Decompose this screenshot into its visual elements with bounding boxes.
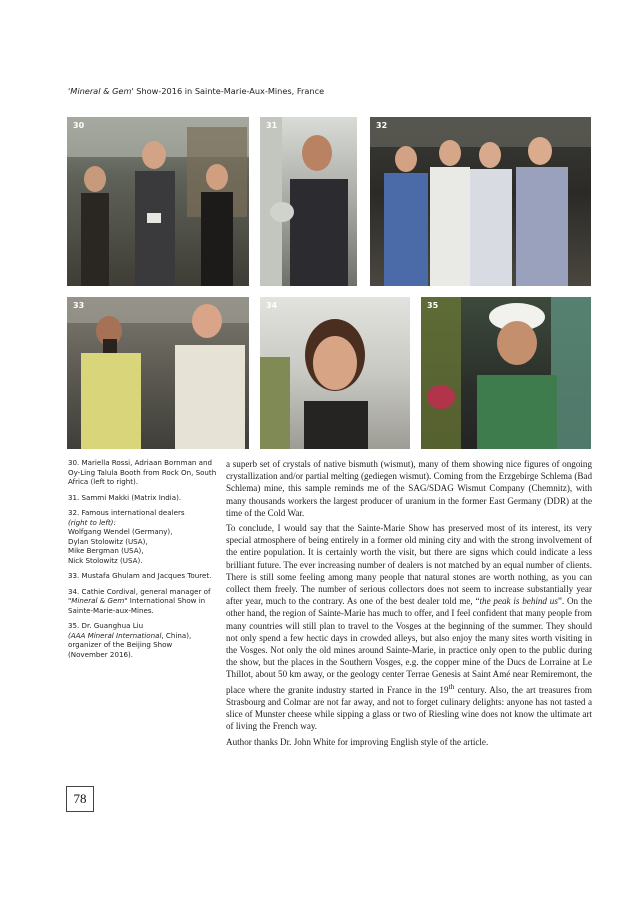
photo-number: 31 [266,121,278,130]
body-paragraph-2-part: ”. On the other hand, the region of Sainte-Marie has much to offer, and I feel confident that many people from many countries will still plan to travel to the Vosges at the beginning of the summer. They should not only spend a few hectic days in crowded alleys, but also enjoy the many sites worth visiting in the Vosges. Not only the old mines around Sainte-Marie, in practice only open to the public during the show, but the places in the Southern Vosges, e.g. the copper mine of the Ducs de Lorraine at Le Thillot, about 50 km away, or the geology center Terrae Genesis at Saint Amé near Remiremont, the place where the granite industry started in France in the 19 [226,596,592,695]
caption-30: 30. Mariella Rossi, Adriaan Bornman and Oy-Ling Talula Booth from Rock On, South Africa (left to right). [68,458,217,486]
caption-32-line: Wolfgang Wendel (Germany), [68,527,173,536]
caption-35 [68,621,218,659]
photo-32 [370,117,591,286]
body-paragraph-2-quote: the peak is behind us [479,596,558,607]
caption-32-line: (right to left): [68,517,116,527]
photo-31 [260,117,357,286]
photo-30-illustration [67,117,249,286]
page-number: 78 [66,786,94,812]
photo-32-illustration [370,117,591,286]
caption-35-part: , China), [161,630,192,640]
body-paragraph-2-part: century. Also, the art treasures from Strasbourg and Colmar are not far away, and not to forget culinary delights: anyone has not tasted a slice of Munster cheese while sipping a glass or two of Riesling wine does not know the ultimate art of living the French way. [226,684,592,732]
caption-32-line: Dylan Stolowitz (USA), [68,536,148,546]
caption-34-part: 34. Cathie Cordival, general manager of [68,586,211,596]
photo-number: 30 [73,121,85,130]
caption-35-part: (AAA Mineral International [68,630,162,640]
photo-30 [67,117,249,286]
photo-number: 35 [427,301,439,310]
caption-32-line: 32. Famous international dealers [68,508,185,517]
caption-31: 31. Sammi Makki (Matrix India). [68,492,182,502]
header-rest: Show-2016 in Sainte-Marie-Aux-Mines, France [133,86,325,96]
caption-35-line: 35. Dr. Guanghua Liu [68,621,144,630]
photo-33-illustration [67,297,249,449]
acknowledgement: Author thanks Dr. John White for improving English style of the article. [226,736,489,747]
photo-35 [421,297,591,449]
article-body [226,458,592,751]
photo-33 [67,297,249,449]
caption-32-line: Mike Bergman (USA), [68,546,144,555]
caption-34 [68,587,218,616]
caption-32-line: Nick Stolowitz (USA). [68,555,143,565]
body-paragraph-2 [226,522,592,732]
photo-34 [260,297,410,449]
body-paragraph-2-part: To conclude, I would say that the Sainte-Marie Show has preserved most of its interest, its very special atmosphere of being entirely in a former old mining city and with the strong involvement of the entire population. It is certainly worth the visit, but there are signs which could indicate a less brilliant future. The ever increasing number of dealers is not matched by an equal number of clients. There is still some feeling among many people that natural stones are worth nothing, as you can collect them freely. The number of serious collectors does not seem to increase substantially year after year, much to the contrary. As one of the best dealer told me, “ [226,523,592,607]
photo-captions [68,458,218,665]
photo-number: 34 [266,301,278,310]
photo-number: 32 [376,121,388,130]
photo-34-illustration [260,297,410,449]
body-paragraph-1: a superb set of crystals of native bismuth (wismut), many of them showing nice figures of ongoing crystallization and/or partial melting (gediegen wismut). Coming from the Erzgebirge Schlema (Bad Schlema) mine, this sample reminds me of the SAG/SDAG Wismut Company (Chemnitz), with many thousands workers the largest producer of uranium in the former East Germany (DDR) at the time of the Cold War. [226,459,592,518]
photo-31-illustration [260,117,357,286]
photo-number: 33 [73,301,85,310]
header-italic: 'Mineral & Gem' [68,86,134,96]
caption-35-line: organizer of the Beijing Show [68,640,173,649]
running-header [68,86,324,96]
caption-33: 33. Mustafa Ghulam and Jacques Touret. [68,571,212,580]
body-paragraph-2-sup: th [448,681,455,691]
caption-34-part: International Show in Sainte-Marie-aux-Mines. [68,596,206,615]
caption-32 [68,508,218,565]
caption-35-line [68,631,218,641]
caption-35-line: (November 2016). [68,649,134,659]
caption-34-part: "Mineral & Gem" [68,596,128,605]
photo-35-illustration [421,297,591,449]
